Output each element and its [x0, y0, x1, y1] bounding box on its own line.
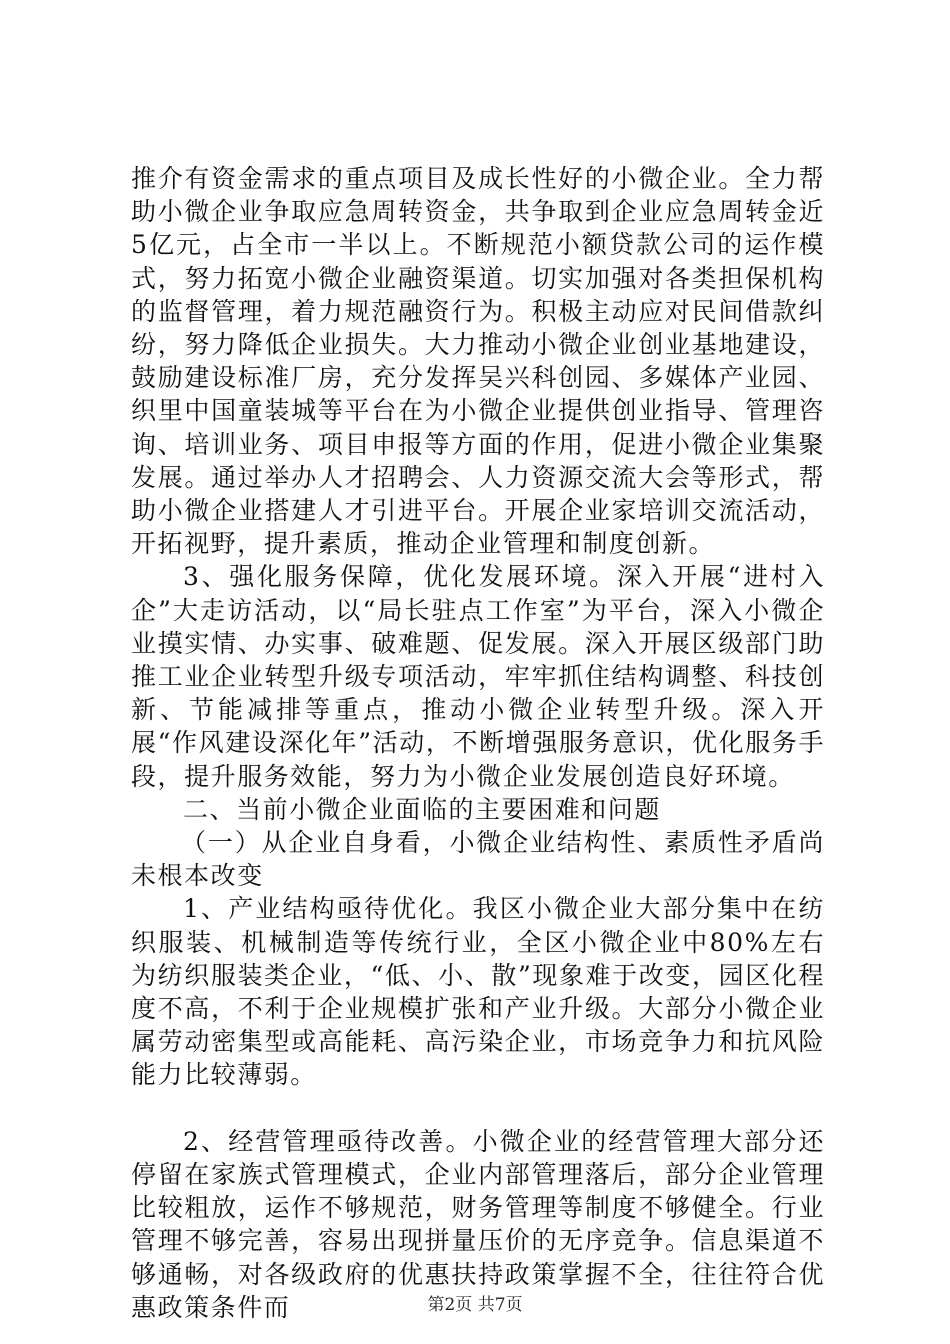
paragraph-industrial-structure: 1、产业结构亟待优化。我区小微企业大部分集中在纺织服装、机械制造等传统行业，全区小微企业中80%左右为纺织服装类企业，“低、小、散”现象难于改变，园区化程度不高，不利于企业规模扩张和产业升级。大部分小微企业属劳动密集型或高能耗、高污染企业，市场竞争力和抗风险能力比较薄弱。 [131, 894, 825, 1090]
subsection-heading-enterprise-self: （一）从企业自身看，小微企业结构性、素质性矛盾尚未根本改变 [131, 828, 825, 891]
page-footer: 第2页 共7页 [427, 1295, 523, 1315]
paragraph-financing-support: 推介有资金需求的重点项目及成长性好的小微企业。全力帮助小微企业争取应急周转资金，共争取到企业应急周转金近5亿元，占全市一半以上。不断规范小额贷款公司的运作模式，努力拓宽小微企业融资渠道。切实加强对各类担保机构的监督管理，着力规范融资行为。积极主动应对民间借款纠纷，努力降低企业损失。大力推动小微企业创业基地建设，鼓励建设标准厂房，充分发挥吴兴科创园、多媒体产业园、织里中国童装城等平台在为小微企业提供创业指导、管理咨询、培训业务、项目申报等方面的作用，促进小微企业集聚发展。通过举办人才招聘会、人力资源交流大会等形式，帮助小微企业搭建人才引进平台。开展企业家培训交流活动，开拓视野，提升素质，推动企业管理和制度创新。 [131, 164, 825, 559]
paragraph-service-guarantee: 3、强化服务保障，优化发展环境。深入开展“进村入企”大走访活动，以“局长驻点工作室”为平台，深入小微企业摸实情、办实事、破难题、促发展。深入开展区级部门助推工业企业转型升级专项活动，牢牢抓住结构调整、科技创新、节能减排等重点，推动小微企业转型升级。深入开展“作风建设深化年”活动，不断增强服务意识，优化服务手段，提升服务效能，努力为小微企业发展创造良好环境。 [131, 562, 825, 791]
paragraph-business-management: 2、经营管理亟待改善。小微企业的经营管理大部分还停留在家族式管理模式，企业内部管理落后，部分企业管理比较粗放，运作不够规范，财务管理等制度不够健全。行业管理不够完善，容易出现拼量压价的无序竞争。信息渠道不够通畅，对各级政府的优惠扶持政策掌握不全，往往符合优惠政策条件而 [131, 1126, 825, 1322]
section-heading-difficulties: 二、当前小微企业面临的主要困难和问题 [183, 794, 661, 824]
document-body [131, 162, 825, 1324]
